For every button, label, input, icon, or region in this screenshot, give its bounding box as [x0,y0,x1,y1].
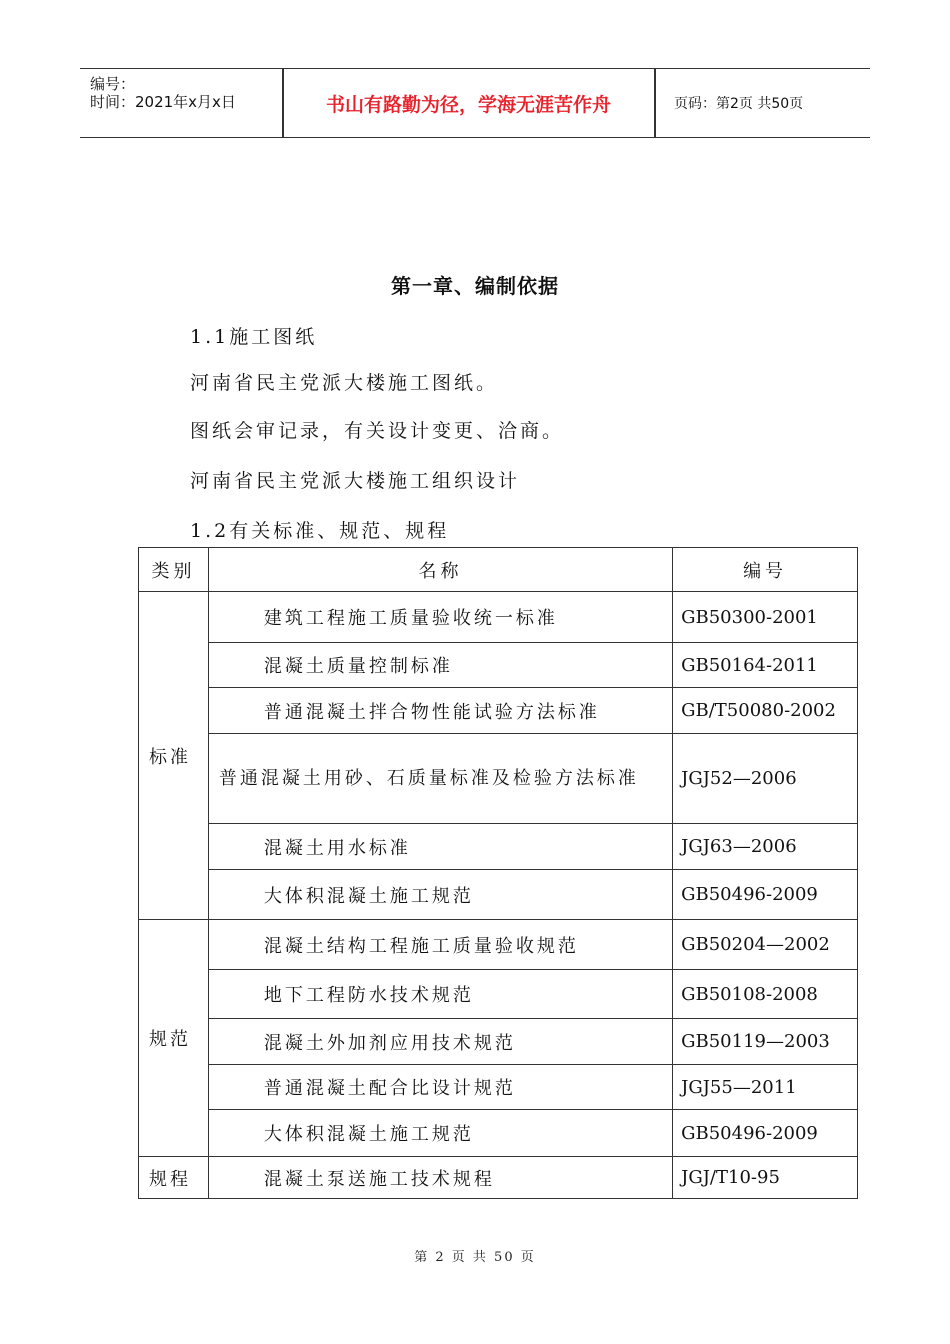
standard-code: JGJ52—2006 [673,734,858,824]
standard-code: GB50108-2008 [673,970,858,1019]
table-row [139,734,858,824]
section-line: 河南省民主党派大楼施工组织设计 [190,470,521,492]
standard-name: 大体积混凝土施工规范 [208,870,672,920]
section-line: 河南省民主党派大楼施工图纸。 [190,372,499,394]
standard-code: GB50300-2001 [673,592,858,643]
table-row [139,870,858,920]
standard-name: 混凝土外加剂应用技术规范 [208,1019,672,1065]
table-row [139,643,858,688]
standard-name: 普通混凝土配合比设计规范 [208,1065,672,1110]
header-page-info-text: 页码：第2页 共50页 [674,96,804,112]
standard-code: GB50496-2009 [673,1110,858,1157]
category-cell: 规范 [139,920,209,1157]
header-divider [654,69,656,137]
standard-code: GB50496-2009 [673,870,858,920]
standard-code: GB50119—2003 [673,1019,858,1065]
table-row [139,824,858,870]
header-meta [80,69,282,137]
table-row [139,688,858,734]
standard-code: JGJ63—2006 [673,824,858,870]
section-heading-1-1: 1.1施工图纸 [190,326,318,348]
chapter-title: 第一章、编制依据 [391,274,559,298]
table-row [139,920,858,970]
table-row [139,592,858,643]
standard-name: 混凝土质量控制标准 [208,643,672,688]
page-header [80,68,870,138]
table-row [139,970,858,1019]
table-header-row [139,548,858,592]
standard-name: 大体积混凝土施工规范 [208,1110,672,1157]
standard-code: JGJ55—2011 [673,1065,858,1110]
standard-name: 普通混凝土用砂、石质量标准及检验方法标准 [208,734,672,824]
header-motto: 书山有路勤为径，学海无涯苦作舟 [325,93,611,116]
header-code: 编号 [673,548,858,592]
header-page-info [664,69,870,137]
standard-name: 普通混凝土拌合物性能试验方法标准 [208,688,672,734]
standard-name: 混凝土泵送施工技术规程 [208,1157,672,1199]
standard-code: GB50204—2002 [673,920,858,970]
section-heading-1-2: 1.2有关标准、规范、规程 [190,520,450,542]
header-name: 名称 [208,548,672,592]
table-row [139,1110,858,1157]
standard-code: GB50164-2011 [673,643,858,688]
standard-name: 建筑工程施工质量验收统一标准 [208,592,672,643]
standards-table [138,547,858,1199]
header-number-label: 编号： [90,75,136,93]
category-cell: 规程 [139,1157,209,1199]
table-row [139,1065,858,1110]
standard-name: 混凝土用水标准 [208,824,672,870]
standard-name: 混凝土结构工程施工质量验收规范 [208,920,672,970]
standard-code: GB/T50080-2002 [673,688,858,734]
page-footer: 第 2 页 共 50 页 [414,1250,536,1265]
standard-name: 地下工程防水技术规范 [208,970,672,1019]
header-time-label: 时间：2021年x月x日 [90,93,236,111]
header-category: 类别 [139,548,209,592]
category-cell: 标准 [139,592,209,920]
table-row [139,1157,858,1199]
table-row [139,1019,858,1065]
section-line: 图纸会审记录，有关设计变更、洽商。 [190,420,565,442]
standard-code: JGJ/T10-95 [673,1157,858,1199]
